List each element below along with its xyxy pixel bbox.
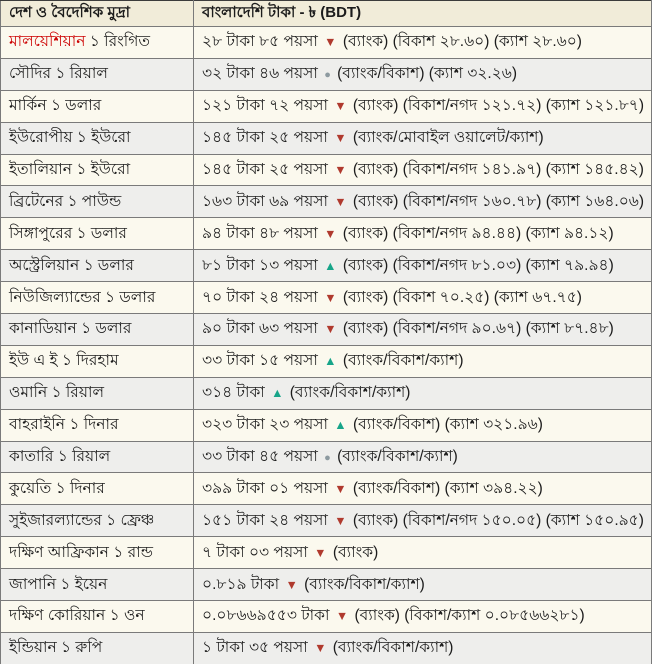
table-row	[1, 345, 652, 377]
rate-cell	[194, 27, 652, 59]
rate-amount: ১৫১ টাকা ২৪ পয়সা	[202, 511, 333, 529]
rate-details: (ব্যাংক/বিকাশ) (ক্যাশ ৩২১.৯৬)	[348, 416, 543, 434]
rate-details: (ব্যাংক)	[328, 543, 379, 561]
header-row	[1, 1, 652, 27]
table-row	[1, 90, 652, 122]
rate-details: (ব্যাংক) (বিকাশ/নগদ ৯৪.৪৪) (ক্যাশ ৯৪.১২)	[338, 224, 614, 242]
rate-details: (ব্যাংক) (বিকাশ/নগদ ১৬০.৭৮) (ক্যাশ ১৬৪.০৬)	[348, 192, 645, 210]
rate-amount: ০.৮১৯ টাকা	[202, 575, 284, 593]
table-row	[1, 314, 652, 346]
trend-down-icon: ▼	[324, 322, 337, 337]
table-row	[1, 409, 652, 441]
trend-down-icon: ▼	[334, 194, 347, 209]
currency-name-cell: নিউজিল্যান্ডের ১ ডলার	[1, 282, 194, 314]
rate-details: (ব্যাংক) (বিকাশ ৭০.২৫) (ক্যাশ ৬৭.৭৫)	[338, 288, 582, 306]
rate-amount: ৩১৪ টাকা	[202, 384, 270, 402]
rate-amount: ১৪৫ টাকা ২৫ পয়সা	[202, 161, 333, 178]
currency-name-cell: ইউরোপীয় ১ ইউরো	[1, 122, 194, 154]
rate-amount: ১ টাকা ৩৫ পয়সা	[202, 639, 313, 657]
rate-cell	[194, 218, 652, 250]
rate-details: (ব্যাংক) (বিকাশ/ক্যাশ ০.০৮৫৬৬২৮১)	[350, 607, 585, 625]
rate-cell	[194, 441, 652, 473]
rate-cell	[194, 537, 652, 569]
rate-amount: ৭ টাকা ০৩ পয়সা	[202, 543, 313, 561]
rate-cell	[194, 90, 652, 122]
rate-details: (ব্যাংক/বিকাশ/ক্যাশ)	[299, 575, 425, 593]
header-rate-column: বাংলাদেশি টাকা - ৳ (BDT)	[194, 1, 652, 27]
rate-amount: ৩৩ টাকা ৪৫ পয়সা	[202, 448, 323, 466]
rate-cell	[194, 377, 652, 409]
rate-cell	[194, 282, 652, 314]
rate-amount: ০.০৮৬৬৯৫৫৩ টাকা	[202, 607, 334, 625]
rate-cell	[194, 345, 652, 377]
rate-amount: ৩২ টাকা ৪৬ পয়সা	[202, 65, 323, 83]
trend-down-icon: ▼	[335, 609, 349, 624]
rate-details: (ব্যাংক) (বিকাশ/নগদ ৮১.০৩) (ক্যাশ ৭৯.৯৪)	[338, 256, 614, 274]
trend-neutral-icon: ●	[324, 452, 331, 465]
rate-amount: ১৪৫ টাকা ২৫ পয়সা	[202, 129, 333, 147]
currency-name-cell: ইন্ডিয়ান ১ রুপি	[1, 632, 194, 664]
rate-amount: ৯৪ টাকা ৪৮ পয়সা	[202, 224, 323, 242]
trend-up-icon: ▲	[334, 418, 347, 433]
rate-cell	[194, 58, 652, 90]
currency-name-highlight: মালয়েশিয়ান	[9, 33, 86, 51]
trend-down-icon: ▼	[314, 641, 327, 656]
trend-down-icon: ▼	[334, 99, 347, 114]
rate-amount: ১৬৩ টাকা ৬৯ পয়সা	[202, 192, 333, 210]
currency-name-cell: সৌদির ১ রিয়াল	[1, 58, 194, 90]
trend-down-icon: ▼	[334, 513, 347, 528]
table-row	[1, 186, 652, 218]
rate-amount: ১২১ টাকা ৭২ পয়সা	[202, 97, 333, 115]
currency-name-cell: ওমানি ১ রিয়াল	[1, 377, 194, 409]
rate-cell	[194, 505, 652, 537]
trend-down-icon: ▼	[314, 545, 327, 560]
rate-cell	[194, 473, 652, 505]
rate-cell	[194, 409, 652, 441]
trend-down-icon: ▼	[324, 226, 337, 241]
currency-name-cell: কানাডিয়ান ১ ডলার	[1, 314, 194, 346]
table-row	[1, 601, 652, 633]
rate-amount: ৮১ টাকা ১৩ পয়সা	[202, 256, 323, 274]
rate-amount: ৭০ টাকা ২৪ পয়সা	[202, 288, 323, 306]
rate-amount: ২৮ টাকা ৮৫ পয়সা	[202, 33, 323, 51]
rate-details: (ব্যাংক) (বিকাশ/নগদ ১২১.৭২) (ক্যাশ ১২১.৮৭)	[348, 97, 644, 115]
rate-cell	[194, 154, 652, 186]
rate-cell	[194, 314, 652, 346]
trend-down-icon: ▼	[324, 290, 337, 305]
table-row	[1, 122, 652, 154]
rate-details: (ব্যাংক) (বিকাশ/নগদ ৯০.৬৭) (ক্যাশ ৮৭.৪৮)	[338, 320, 614, 338]
currency-name-cell: বাহরাইনি ১ দিনার	[1, 409, 194, 441]
table-row	[1, 537, 652, 569]
table-row	[1, 282, 652, 314]
rate-cell	[194, 569, 652, 601]
table-row	[1, 377, 652, 409]
rate-rows	[1, 27, 652, 664]
rate-cell	[194, 122, 652, 154]
currency-name-cell: ইতালিয়ান ১ ইউরো	[1, 154, 194, 186]
table-header	[1, 1, 652, 27]
trend-down-icon: ▼	[324, 35, 337, 50]
rate-details: (ব্যাংক/বিকাশ) (ক্যাশ ৩৯৪.২২)	[348, 479, 543, 497]
table-row	[1, 27, 652, 59]
trend-neutral-icon: ●	[324, 69, 331, 82]
table-row	[1, 250, 652, 282]
currency-name-cell: ব্রিটেনের ১ পাউন্ড	[1, 186, 194, 218]
currency-name-cell: জাপানি ১ ইয়েন	[1, 569, 194, 601]
table-row	[1, 58, 652, 90]
currency-name-cell: দক্ষিণ আফ্রিকান ১ রান্ড	[1, 537, 194, 569]
rate-details: (ব্যাংক/মোবাইল ওয়ালেট/ক্যাশ)	[348, 129, 544, 147]
rate-amount: ৩৯৯ টাকা ০১ পয়সা	[202, 479, 333, 497]
rate-cell	[194, 601, 652, 633]
rate-details: (ব্যাংক) (বিকাশ ২৮.৬০) (ক্যাশ ২৮.৬০)	[338, 33, 582, 51]
trend-up-icon: ▲	[324, 258, 337, 273]
rate-details: (ব্যাংক/বিকাশ/ক্যাশ)	[285, 384, 411, 402]
currency-name-cell: দক্ষিণ কোরিয়ান ১ ওন	[1, 601, 194, 633]
currency-name-cell: ইউ এ ই ১ দিরহাম	[1, 345, 194, 377]
rate-details: (ব্যাংক) (বিকাশ/নগদ ১৪১.৯৭) (ক্যাশ ১৪৫.৪২)	[348, 161, 644, 178]
table-row	[1, 473, 652, 505]
rate-amount: ৩৩ টাকা ১৫ পয়সা	[202, 352, 323, 370]
trend-down-icon: ▼	[334, 481, 347, 496]
currency-name-cell: সুইজারল্যান্ডের ১ ফ্রেঞ্চ	[1, 505, 194, 537]
rate-details: (ব্যাংক/বিকাশ/ক্যাশ)	[332, 448, 458, 466]
table-row	[1, 218, 652, 250]
table-row	[1, 154, 652, 186]
currency-name-cell: সিঙ্গাপুরের ১ ডলার	[1, 218, 194, 250]
rate-cell	[194, 250, 652, 282]
table-row	[1, 569, 652, 601]
currency-name-cell: কাতারি ১ রিয়াল	[1, 441, 194, 473]
trend-up-icon: ▲	[271, 386, 284, 401]
currency-name-cell: মালয়েশিয়ান ১ রিংগিত	[1, 27, 194, 59]
table-row	[1, 632, 652, 664]
table-row	[1, 441, 652, 473]
currency-name-cell: অস্ট্রেলিয়ান ১ ডলার	[1, 250, 194, 282]
currency-name-cell: কুয়েতি ১ দিনার	[1, 473, 194, 505]
currency-name-cell: মার্কিন ১ ডলার	[1, 90, 194, 122]
rate-cell	[194, 186, 652, 218]
rate-details: (ব্যাংক) (বিকাশ/নগদ ১৫০.০৫) (ক্যাশ ১৫০.৯৫)	[348, 511, 644, 529]
trend-down-icon: ▼	[285, 577, 298, 592]
trend-down-icon: ▼	[334, 131, 347, 146]
table-row	[1, 505, 652, 537]
rate-amount: ৯০ টাকা ৬৩ পয়সা	[202, 320, 323, 338]
rate-details: (ব্যাংক/বিকাশ/ক্যাশ)	[328, 639, 454, 657]
trend-up-icon: ▲	[324, 354, 337, 369]
rate-details: (ব্যাংক/বিকাশ/ক্যাশ)	[338, 352, 464, 370]
header-currency-column: দেশ ও বৈদেশিক মুদ্রা	[1, 1, 194, 27]
rate-cell	[194, 632, 652, 664]
rate-details: (ব্যাংক/বিকাশ) (ক্যাশ ৩২.২৬)	[332, 65, 518, 83]
rate-amount: ৩২৩ টাকা ২৩ পয়সা	[202, 416, 333, 434]
trend-down-icon: ▼	[334, 163, 347, 177]
